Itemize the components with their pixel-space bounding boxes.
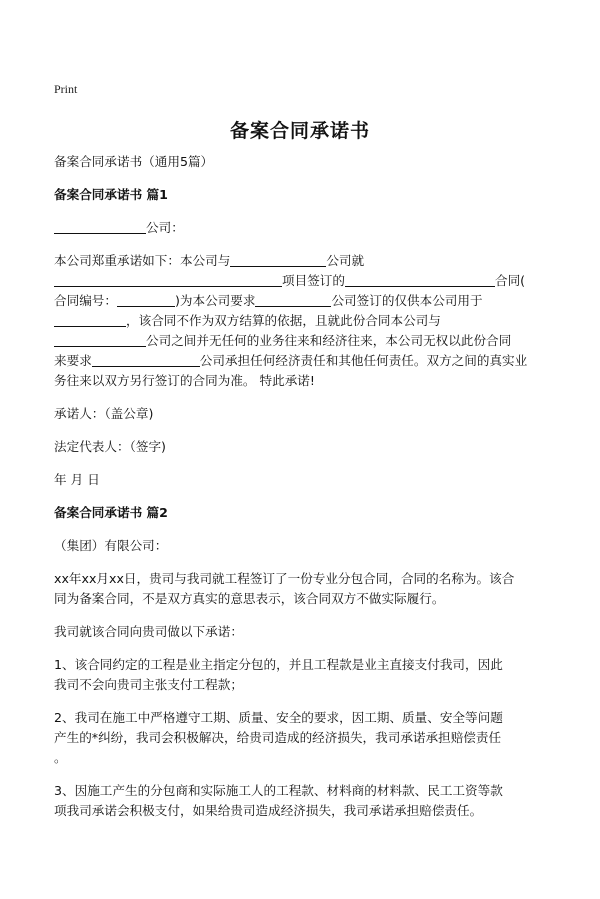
part2-item-2 [54,708,550,768]
text: 项目签订的 [282,273,345,288]
promisor-line: 承诺人：（盖公章) [54,406,154,421]
text: )为本公司要求 [174,293,256,308]
body-line-3 [54,291,550,311]
text: 来要求 [54,353,92,368]
salutation-text: 公司： [146,220,184,235]
text: 公司签订的仅供本公司用于 [331,293,483,308]
text: xx年xx月xx日，贵司与我司就工程签订了一份专业分包合同，合同的名称为。该合 [54,571,515,586]
part1-heading: 备案合同承诺书 篇1 [54,187,168,202]
part2-item-3 [54,781,550,821]
part2-heading: 备案合同承诺书 篇2 [54,505,168,520]
body-line-5 [54,331,550,351]
text: 2、我司在施工中严格遵守工期、质量、安全的要求，因工期、质量、安全等问题 [54,710,503,725]
text: 合同( [494,273,526,288]
subtitle: 备案合同承诺书（通用5篇） [54,154,214,169]
blank [255,293,331,307]
text: 我司不会向贵司主张支付工程款； [54,677,243,692]
blank [230,253,326,267]
text: 1、该合同约定的工程是业主指定分包的，并且工程款是业主直接支付我司，因此 [54,657,503,672]
part1-body [54,251,550,391]
blank-company [54,220,146,234]
legal-rep-line: 法定代表人：（签字) [54,439,166,454]
body-line-1 [54,251,550,271]
text: 项我司承诺会积极支付，如果给贵司造成经济损失，我司承诺承担赔偿责任。 [54,803,483,818]
text: 同为备案合同，不是双方真实的意思表示，该合同双方不做实际履行。 [54,591,445,606]
text: ，该合同不作为双方结算的依据，且就此份合同本公司与 [126,313,441,328]
text: 公司之间并无任何的业务往来和经济往来，本公司无权以此份合同 [146,333,512,348]
part2-promise-lead: 我司就该合同向贵司做以下承诺： [54,624,243,639]
blank [345,273,495,287]
print-link[interactable]: Print [54,82,78,96]
body-line-4 [54,311,550,331]
body-line-6 [54,351,550,371]
blank [54,333,146,347]
date-line: 年 月 日 [54,472,100,487]
text: 产生的*纠纷，我司会积极解决，给贵司造成的经济损失，我司承诺承担赔偿责任 [54,730,502,745]
blank [54,313,126,327]
part2-intro [54,569,550,609]
part2-salutation: （集团）有限公司： [54,538,168,553]
body-line-2 [54,271,550,291]
text: 公司就 [326,253,365,268]
text: 。 [54,750,67,765]
blank [92,353,200,367]
document-title: 备案合同承诺书 [229,120,370,142]
text: 3、因施工产生的分包商和实际施工人的工程款、材料商的材料款、民工工资等款 [54,783,503,798]
text: 本公司郑重承诺如下：本公司与 [54,253,231,268]
text: 公司承担任何经济责任和其他任何责任。双方之间的真实业 [199,353,528,368]
blank [117,293,175,307]
part1-salutation [54,218,550,238]
document-body [54,152,550,834]
body-line-7: 务往来以双方另行签订的合同为准。 特此承诺! [54,373,315,388]
part2-item-1 [54,655,550,695]
blank [54,273,282,287]
text: 合同编号： [54,293,117,308]
